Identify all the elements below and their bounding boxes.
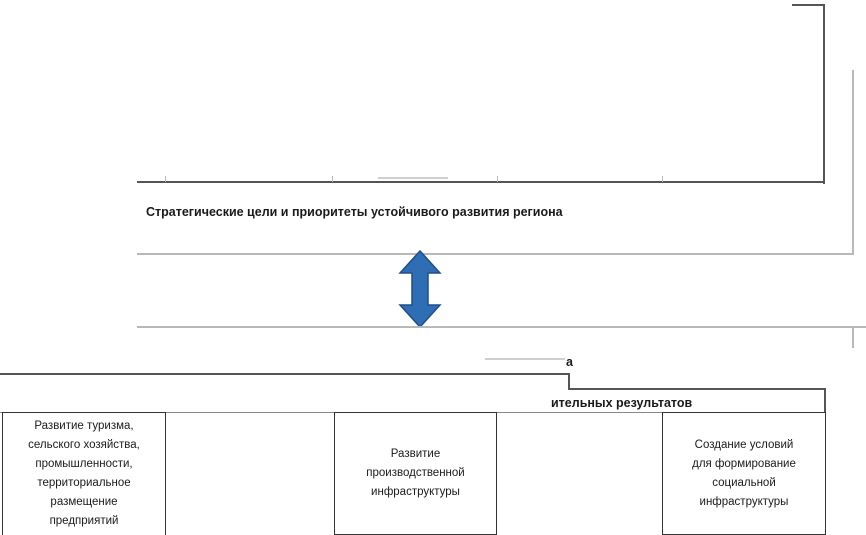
box-line: Развитие туризма, — [34, 420, 134, 432]
box-line: инфраструктуры — [371, 486, 460, 498]
middle-heading-fragment: а — [566, 355, 573, 369]
result-box-production-infrastructure — [334, 412, 497, 535]
baseline-tick — [332, 176, 333, 182]
baseline-tick — [497, 176, 498, 182]
middle-frame-right-edge — [852, 326, 854, 348]
result-box-social-infrastructure — [662, 412, 826, 535]
box-line: инфраструктуры — [699, 495, 789, 508]
double-arrow-vertical-icon — [397, 249, 443, 329]
middle-heading-smudge — [485, 358, 565, 360]
box-line: территориальное — [37, 477, 131, 489]
middle-frame-top-edge — [137, 326, 866, 328]
box-line: производственной — [366, 467, 465, 479]
results-header-divider — [568, 373, 570, 390]
baseline-smudge — [378, 177, 448, 179]
baseline-tick — [165, 176, 166, 182]
goals-frame-top-edge — [792, 4, 825, 6]
results-heading-fragment: ительных результатов — [551, 396, 693, 410]
goals-heading: Стратегические цели и приоритеты устойчивого развития региона — [146, 205, 563, 219]
box-line: размещение — [50, 496, 118, 508]
result-box-tourism — [2, 412, 166, 535]
goals-frame-baseline — [137, 181, 825, 183]
baseline-tick — [662, 176, 663, 182]
box-line: предприятий — [49, 515, 119, 527]
results-header-top-edge — [0, 373, 570, 375]
goals-frame-right-inner-edge — [823, 4, 825, 184]
goals-frame-bottom-edge — [137, 253, 854, 255]
box-line: Развитие — [390, 448, 441, 460]
box-line: Создание условий — [694, 438, 794, 451]
box-line: для формирование — [692, 457, 796, 470]
box-line: сельского хозяйства, — [28, 439, 140, 451]
goals-frame-right-outer-edge — [852, 70, 854, 255]
results-header-top-right — [570, 388, 826, 390]
box-line: промышленности, — [35, 458, 133, 470]
results-header-right-edge — [824, 388, 826, 414]
box-line: социальной — [712, 476, 776, 489]
